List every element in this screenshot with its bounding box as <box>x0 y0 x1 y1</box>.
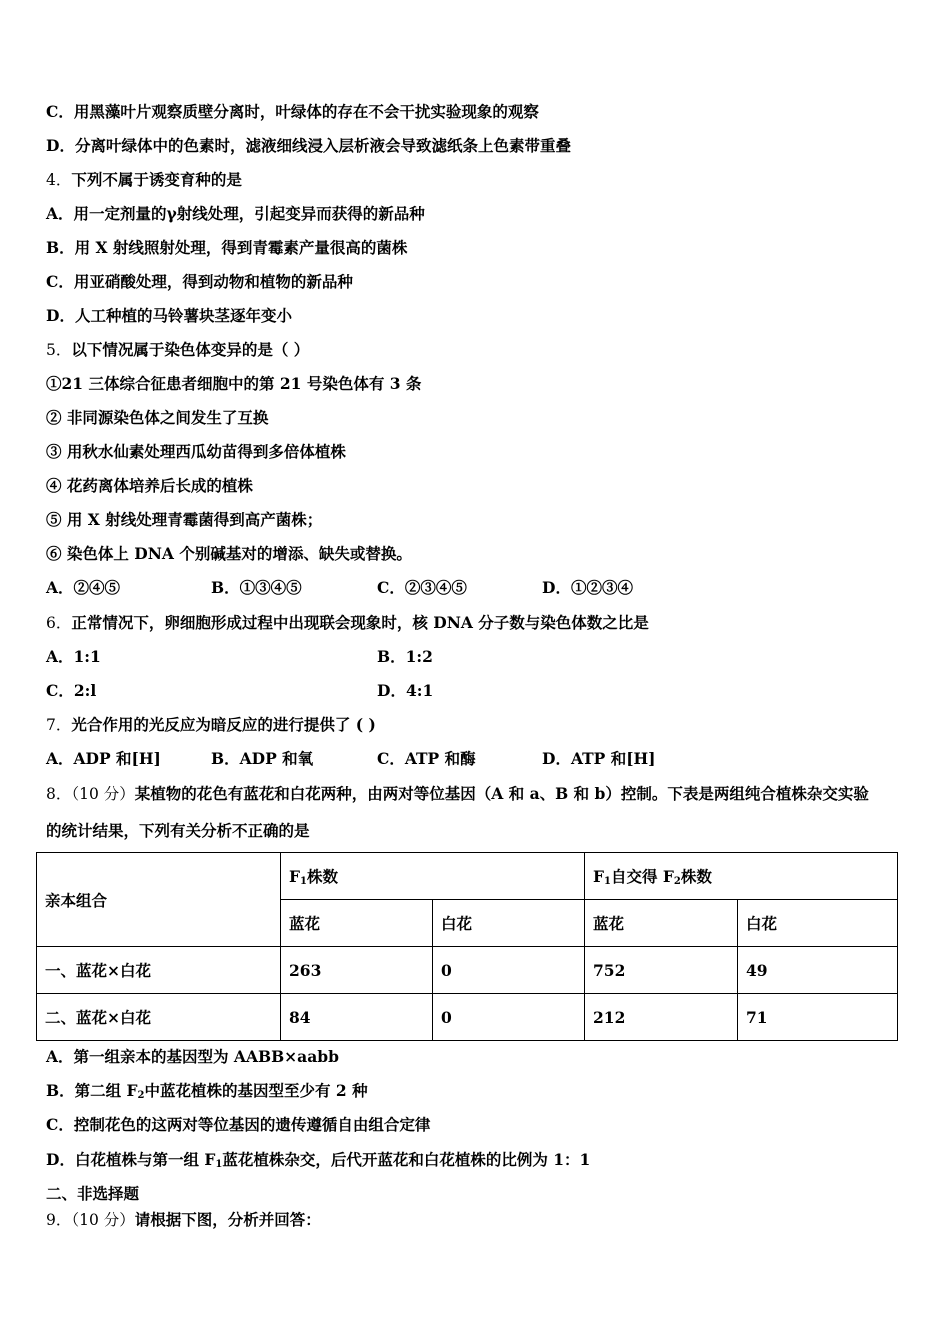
subheader-f2-blue: 蓝花 <box>585 900 738 947</box>
q7-stem-text: 光合作用的光反应为暗反应的进行提供了 ( ) <box>71 715 376 734</box>
q5-item-2: ② 非同源染色体之间发生了互换 <box>46 408 269 427</box>
q6-option-b: B．1:2 <box>377 647 433 666</box>
header-f2-pre: F <box>593 867 605 886</box>
q5-option-c: C．②③④⑤ <box>377 578 467 597</box>
q8-option-d-sub: 1 <box>215 1159 223 1170</box>
subheader-f1-blue: 蓝花 <box>281 900 433 947</box>
q4-option-d: D．人工种植的马铃薯块茎逐年变小 <box>46 306 292 325</box>
subheader-f1-white: 白花 <box>433 900 585 947</box>
q7-option-d: D．ATP 和[H] <box>542 749 656 768</box>
row1-name: 一、蓝花×白花 <box>37 947 281 994</box>
q4-stem-text: 下列不属于诱变育种的是 <box>71 170 242 189</box>
subheader-f2-white: 白花 <box>738 900 898 947</box>
row2-name: 二、蓝花×白花 <box>37 994 281 1041</box>
q3-option-c: C．用黑藻叶片观察质壁分离时，叶绿体的存在不会干扰实验现象的观察 <box>46 102 539 121</box>
q4-option-b: B．用 X 射线照射处理，得到青霉素产量很高的菌株 <box>46 238 408 257</box>
q7-option-a: A．ADP 和[H] <box>46 749 161 768</box>
q7-number: 7． <box>46 716 72 734</box>
q8-stem-line2: 的统计结果，下列有关分析不正确的是 <box>46 821 310 840</box>
q5-stem-text: 以下情况属于染色体变异的是（ ） <box>71 340 310 359</box>
q8-stem-line1 <box>46 784 869 804</box>
table-row <box>37 994 898 1041</box>
q5-option-b: B．①③④⑤ <box>211 578 302 597</box>
q8-option-d-pre: D．白花植株与第一组 F <box>46 1150 216 1169</box>
q4-option-a: A．用一定剂量的γ射线处理，引起变异而获得的新品种 <box>46 204 425 223</box>
q5-option-d: D．①②③④ <box>542 578 633 597</box>
row1-f1-white: 0 <box>433 947 585 994</box>
header-f2-post: 株数 <box>680 867 712 886</box>
q8-option-a: A．第一组亲本的基因型为 AABB×aabb <box>46 1047 339 1066</box>
q6-option-c: C．2:l <box>46 681 97 700</box>
q8-option-b-sub: 2 <box>137 1090 145 1101</box>
q6-option-d: D．4:1 <box>377 681 434 700</box>
q9-stem-text: 请根据下图，分析并回答： <box>134 1210 321 1229</box>
header-f2-mid: 自交得 F <box>610 867 674 886</box>
q9-score: （10 分） <box>71 1211 135 1229</box>
q8-option-d-post: 蓝花植株杂交，后代开蓝花和白花植株的比例为 1：1 <box>222 1150 591 1169</box>
q6-option-a: A．1:1 <box>46 647 101 666</box>
q6-stem <box>46 613 649 633</box>
q5-item-1: ①21 三体综合征患者细胞中的第 21 号染色体有 3 条 <box>46 374 422 393</box>
q4-stem <box>46 170 242 190</box>
q6-number: 6． <box>46 614 72 632</box>
q8-stem-text-1: 某植物的花色有蓝花和白花两种，由两对等位基因（A 和 a、B 和 b）控制。下表是两组纯合植株杂交实验 <box>134 784 869 803</box>
q8-option-d <box>46 1150 590 1175</box>
q3-option-d: D．分离叶绿体中的色素时，滤液细线浸入层析液会导致滤纸条上色素带重叠 <box>46 136 571 155</box>
q8-number: 8． <box>46 785 72 803</box>
header-f2-sub2: 2 <box>673 876 681 887</box>
header-f1-post: 株数 <box>306 867 338 886</box>
row2-f1-blue: 84 <box>281 994 433 1041</box>
q6-stem-text: 正常情况下，卵细胞形成过程中出现联会现象时，核 DNA 分子数与染色体数之比是 <box>71 613 649 632</box>
q7-stem <box>46 715 376 735</box>
q5-item-3: ③ 用秋水仙素处理西瓜幼苗得到多倍体植株 <box>46 442 346 461</box>
q5-item-4: ④ 花药离体培养后长成的植株 <box>46 476 253 495</box>
row2-f2-blue: 212 <box>585 994 738 1041</box>
q9-stem <box>46 1210 321 1230</box>
q9-number: 9． <box>46 1211 72 1229</box>
header-f1-sub: 1 <box>300 876 307 887</box>
q5-item-6: ⑥ 染色体上 DNA 个别碱基对的增添、缺失或替换。 <box>46 544 412 563</box>
q4-option-c: C．用亚硝酸处理，得到动物和植物的新品种 <box>46 272 353 291</box>
row1-f2-blue: 752 <box>585 947 738 994</box>
q8-data-table <box>36 852 898 1041</box>
header-f2-sub1: 1 <box>604 876 611 887</box>
q8-option-b-pre: B．第二组 F <box>46 1081 138 1100</box>
row2-f1-white: 0 <box>433 994 585 1041</box>
row1-f1-blue: 263 <box>281 947 433 994</box>
row2-f2-white: 71 <box>738 994 898 1041</box>
header-parent-cell: 亲本组合 <box>37 853 281 947</box>
q8-score: （10 分） <box>71 785 135 803</box>
table-header-row <box>37 853 898 900</box>
section-heading: 二、非选择题 <box>46 1184 140 1203</box>
q5-number: 5． <box>46 341 72 359</box>
q8-option-b-post: 中蓝花植株的基因型至少有 2 种 <box>144 1081 368 1100</box>
q5-stem <box>46 340 309 360</box>
table-row <box>37 947 898 994</box>
row1-f2-white: 49 <box>738 947 898 994</box>
q7-option-c: C．ATP 和酶 <box>377 749 476 768</box>
header-f1-pre: F <box>289 867 301 886</box>
header-f1-cell <box>281 853 585 900</box>
q8-option-b <box>46 1081 368 1106</box>
q4-number: 4． <box>46 171 72 189</box>
q7-option-b: B．ADP 和氧 <box>211 749 314 768</box>
q8-option-c: C．控制花色的这两对等位基因的遗传遵循自由组合定律 <box>46 1115 431 1134</box>
q5-item-5: ⑤ 用 X 射线处理青霉菌得到高产菌株； <box>46 510 323 529</box>
q5-option-a: A．②④⑤ <box>46 578 121 597</box>
header-f2-cell <box>585 853 898 900</box>
